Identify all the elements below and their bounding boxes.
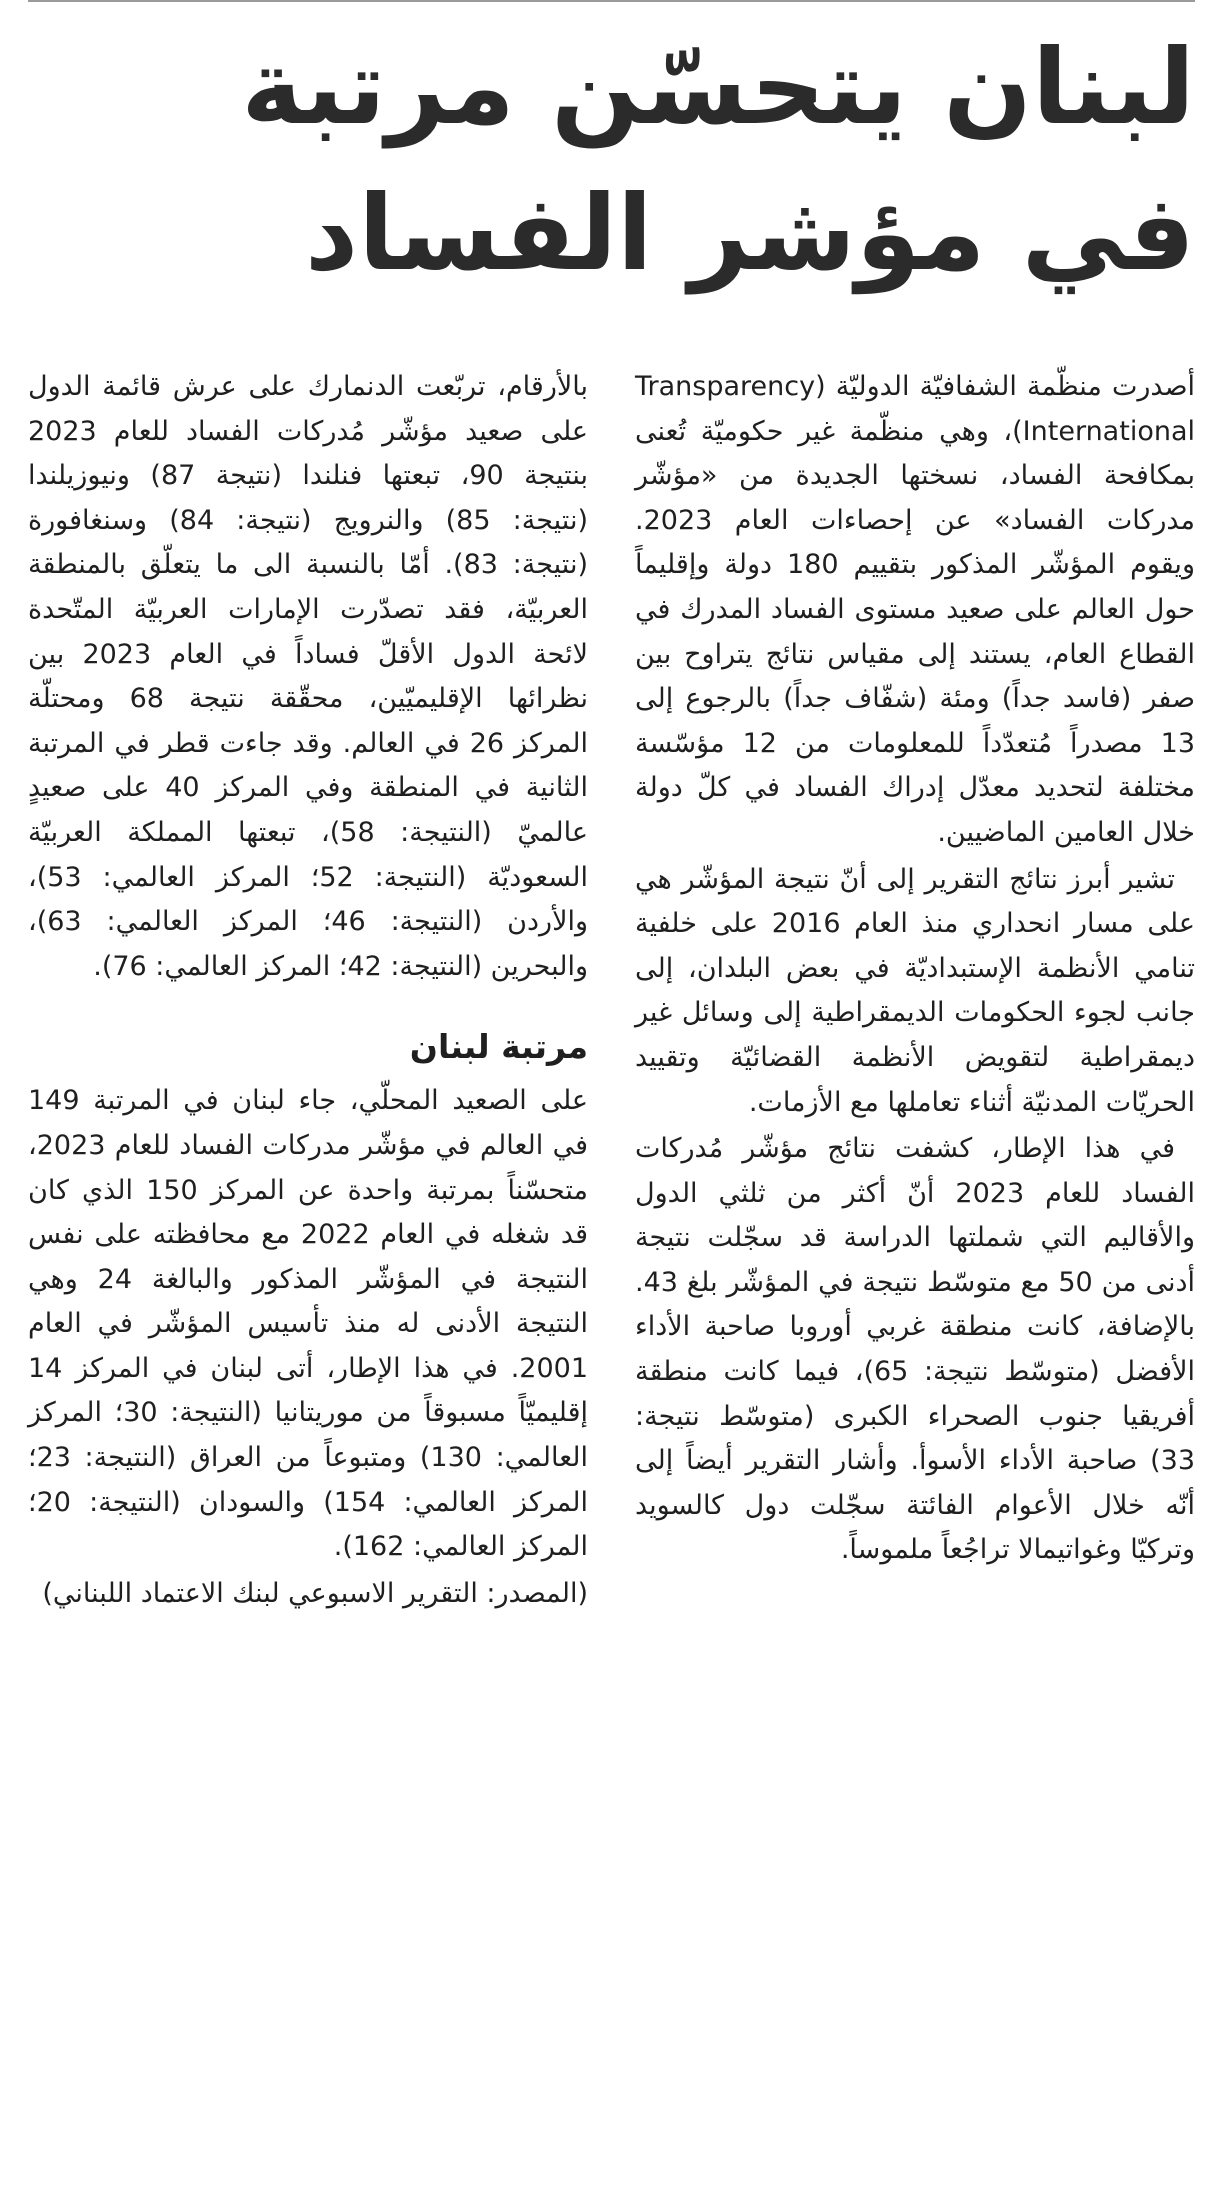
right-column <box>635 365 1195 1616</box>
source-note: (المصدر: التقرير الاسبوعي لبنك الاعتماد اللبناني) <box>42 1577 588 1609</box>
lebanon-rank-subhead: مرتبة لبنان <box>409 1027 588 1067</box>
findings-paragraph: تشير أبرز نتائج التقرير إلى أنّ نتيجة المؤشّر هي على مسار انحداري منذ العام 2016 على خلفية تنامي الأنظمة الإستبداديّة في بعض البلدان، إلى جانب لجوء الحكومات الديمقراطية إلى وسائل غير ديمقراطية لتقويض الأنظمة القضائيّة وتقييد الحريّات المدنيّة أثناء تعاملها مع الأزمات. <box>635 863 1195 1118</box>
top-rule <box>28 0 1195 2</box>
left-column <box>28 365 588 1616</box>
intro-paragraph: أصدرت منظّمة الشفافيّة الدوليّة (Transparency International)، وهي منظّمة غير حكوميّة تُعنى بمكافحة الفساد، نسختها الجديدة من «مؤشّر مدركات الفساد» عن إحصاءات العام 2023. ويقوم المؤشّر المذكور بتقييم 180 دولة وإقليماً حول العالم على صعيد مستوى الفساد المدرك في القطاع العام، يستند إلى مقياس نتائج يتراوح بين صفر (فاسد جداً) ومئة (شفّاف جداً) بالرجوع إلى 13 مصدراً مُتعدّداً للمعلومات من 12 مؤسّسة مختلفة لتحديد معدّل إدراك الفساد في كلّ دولة خلال العامين الماضيين. <box>635 371 1195 848</box>
headline-line-2: في مؤشر الفساد <box>304 172 1195 294</box>
results-paragraph: في هذا الإطار، كشفت نتائج مؤشّر مُدركات الفساد للعام 2023 أنّ أكثر من ثلثي الدول والأقاليم التي شملتها الدراسة قد سجّلت نتيجة أدنى من 50 مع متوسّط نتيجة في المؤشّر بلغ 43. بالإضافة، كانت منطقة غربي أوروبا صاحبة الأداء الأفضل (متوسّط نتيجة: 65)، فيما كانت منطقة أفريقيا جنوب الصحراء الكبرى (متوسّط نتيجة: 33) صاحبة الأداء الأسوأ. وأشار التقرير أيضاً إلى أنّه خلال الأعوام الفائتة سجّلت دول كالسويد وتركيّا وغواتيمالا تراجُعاً ملموساً. <box>635 1133 1195 1566</box>
headline <box>30 14 1195 306</box>
lebanon-paragraph: على الصعيد المحلّي، جاء لبنان في المرتبة 149 في العالم في مؤشّر مدركات الفساد للعام 2023، متحسّناً بمرتبة واحدة عن المركز 150 الذي كان قد شغله في العام 2022 مع محافظته على نفس النتيجة في المؤشّر المذكور والبالغة 24 وهي النتيجة الأدنى له منذ تأسيس المؤشّر في العام 2001. في هذا الإطار، أتى لبنان في المركز 14 إقليميّاً مسبوقاً من موريتانيا (النتيجة: 30؛ المركز العالمي: 130) ومتبوعاً من العراق (النتيجة: 23؛ المركز العالمي: 154) والسودان (النتيجة: 20؛ المركز العالمي: 162). <box>28 1085 589 1563</box>
rankings-paragraph: بالأرقام، تربّعت الدنمارك على عرش قائمة الدول على صعيد مؤشّر مُدركات الفساد للعام 2023 بنتيجة 90، تبعتها فنلندا (نتيجة 87) ونيوزيلندا (نتيجة: 85) والنرويج (نتيجة: 84) وسنغافورة (نتيجة: 83). أمّا بالنسبة الى ما يتعلّق بالمنطقة العربيّة، فقد تصدّرت الإمارات العربيّة المتّحدة لائحة الدول الأقلّ فساداً في العام 2023 بين نظرائها الإقليميّين، محقّقة نتيجة 68 ومحتلّة المركز 26 في العالم. وقد جاءت قطر في المرتبة الثانية في المنطقة وفي المركز 40 على صعيدٍ عالميّ (النتيجة: 58)، تبعتها المملكة العربيّة السعوديّة (النتيجة: 52؛ المركز العالمي: 53)، والأردن (النتيجة: 46؛ المركز العالمي: 63)، والبحرين (النتيجة: 42؛ المركز العالمي: 76). <box>28 371 589 982</box>
article-body <box>28 365 1195 1616</box>
headline-line-1: لبنان يتحسّن مرتبة <box>241 26 1195 148</box>
